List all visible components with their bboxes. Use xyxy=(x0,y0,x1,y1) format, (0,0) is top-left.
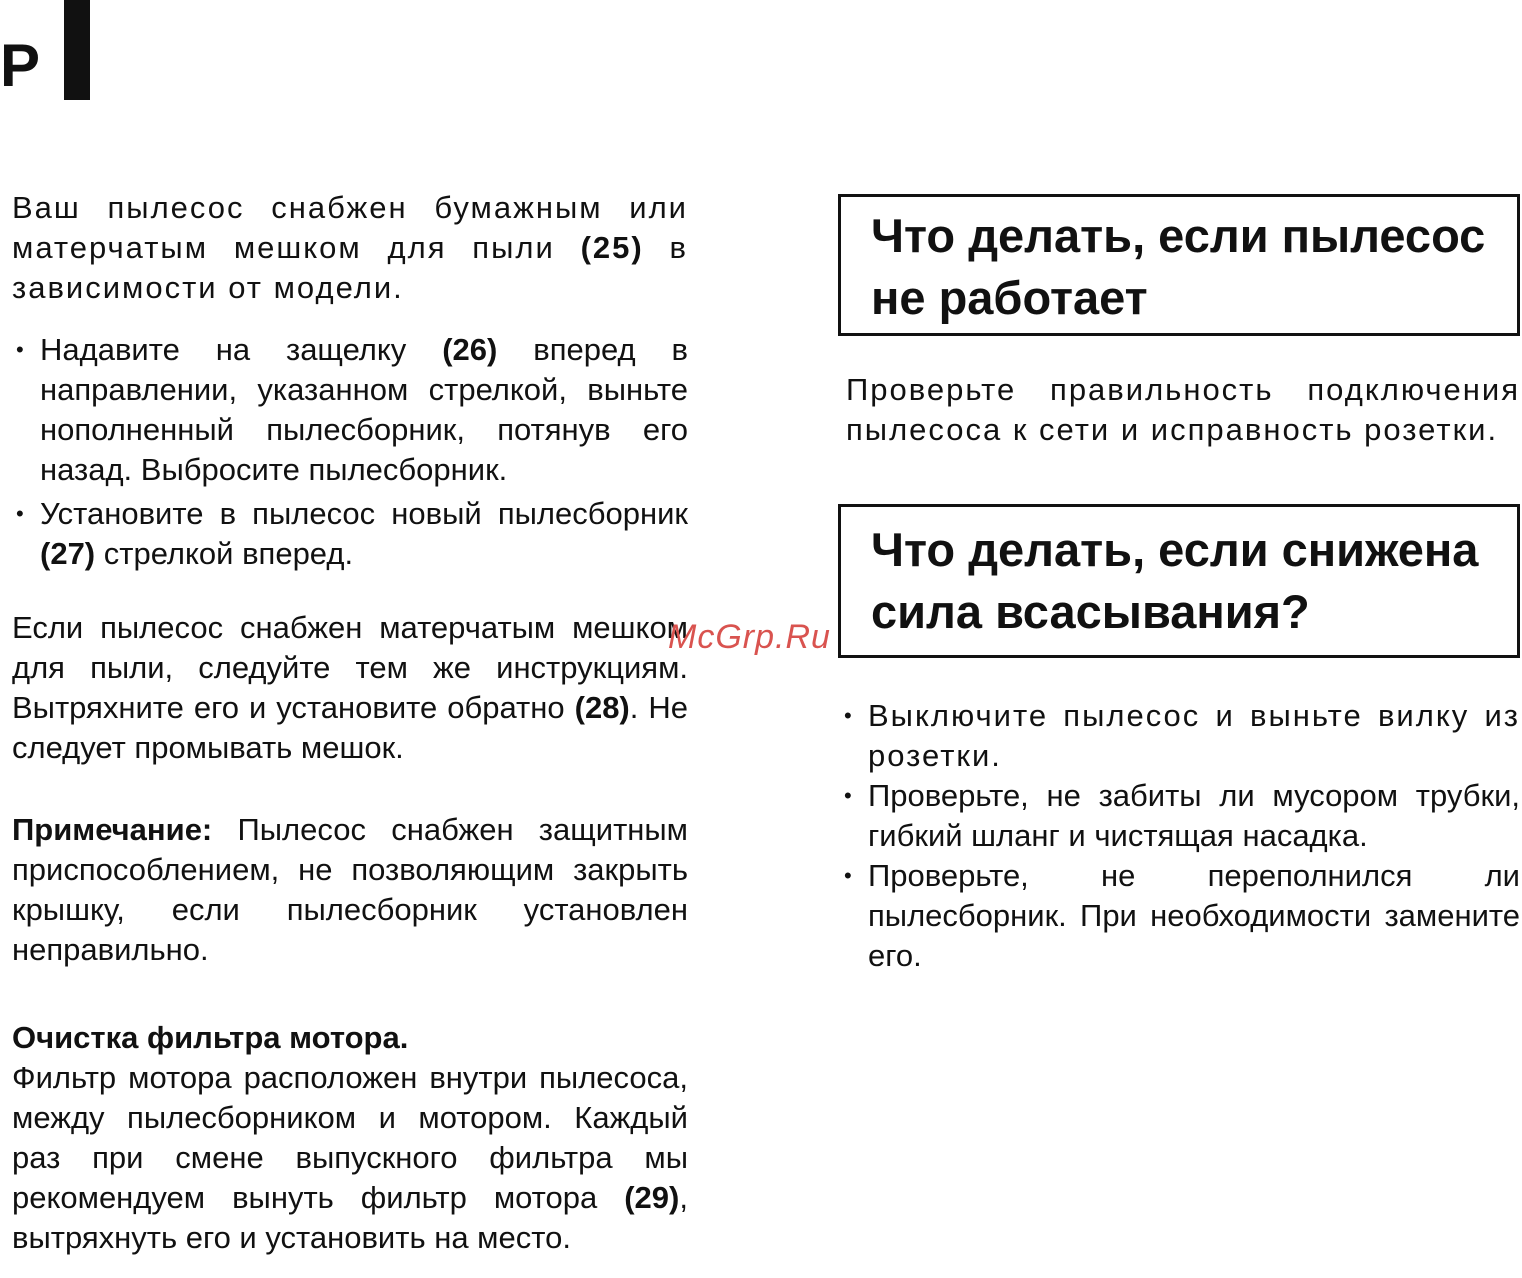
intro-ref: (25) xyxy=(580,230,644,265)
right-column xyxy=(838,194,1520,976)
list-item xyxy=(12,494,688,574)
motor-filter-text: Фильтр мотора расположен внутри пылесоса, между пылесборником и мотором. Каждый раз при смене выпускного фильтра мы рекомендуем вынуть фильтр мотора xyxy=(12,1060,688,1215)
replace-steps-list xyxy=(12,330,688,574)
note-paragraph xyxy=(12,810,688,970)
watermark: McGrp.Ru xyxy=(668,618,831,656)
not-working-box xyxy=(838,194,1520,336)
motor-filter-heading: Очистка фильтра мотора. xyxy=(12,1020,409,1055)
intro-paragraph xyxy=(12,188,688,308)
motor-filter-paragraph xyxy=(12,1058,688,1258)
step-text: Надавите на защелку xyxy=(40,332,443,367)
left-column xyxy=(12,188,688,1258)
low-suction-title: Что делать, если снижена сила всасывания? xyxy=(871,523,1479,638)
cloth-bag-paragraph xyxy=(12,608,688,768)
low-suction-box xyxy=(838,504,1520,658)
step-text: вперед в направлении, указанном стрелкой, выньте нополненный пылесборник, потянув его назад. Выбросите пылесборник. xyxy=(40,332,688,487)
list-item xyxy=(12,330,688,490)
low-suction-list xyxy=(838,696,1520,976)
step-text: стрелкой вперед. xyxy=(95,536,354,571)
step-text: Установите в пылесос новый пылесборник xyxy=(40,496,688,531)
note-text: Пылесос снабжен защитным приспособлением, не позволяющим закрыть крышку, если пылесборник установлен неправильно. xyxy=(12,812,688,967)
cloth-bag-tail: . Не следует промывать мешок. xyxy=(12,690,689,765)
intro-tail: в зависимости от модели. xyxy=(12,230,688,305)
list-item: • Выключите пылесос и выньте вилку из розетки. xyxy=(840,696,1520,776)
cloth-bag-text: Если пылесос снабжен матерчатым мешком для пыли, следуйте тем же инструкциям. Вытряхните его и установите обратно xyxy=(12,610,688,725)
intro-text: Ваш пылесос снабжен бумажным или матерчатым мешком для пыли xyxy=(12,190,688,265)
cloth-bag-ref: (28) xyxy=(574,690,630,725)
section-bar xyxy=(64,0,90,100)
motor-filter-ref: (29) xyxy=(624,1180,680,1215)
list-item: • Проверьте, не переполнился ли пылесборник. При необходимости замените его. xyxy=(840,856,1520,976)
not-working-text: Проверьте правильность подключения пылесоса к сети и исправность розетки. xyxy=(846,372,1520,447)
step-ref: (27) xyxy=(40,536,96,571)
step-ref: (26) xyxy=(442,332,498,367)
not-working-title: Что делать, если пылесос не работает xyxy=(871,209,1486,324)
language-marker: P xyxy=(0,32,41,99)
list-item: • Проверьте, не забиты ли мусором трубки, гибкий шланг и чистящая насадка. xyxy=(840,776,1520,856)
motor-filter-tail: , вытряхнуть его и установить на место. xyxy=(12,1180,688,1255)
note-label: Примечание: xyxy=(12,812,213,847)
